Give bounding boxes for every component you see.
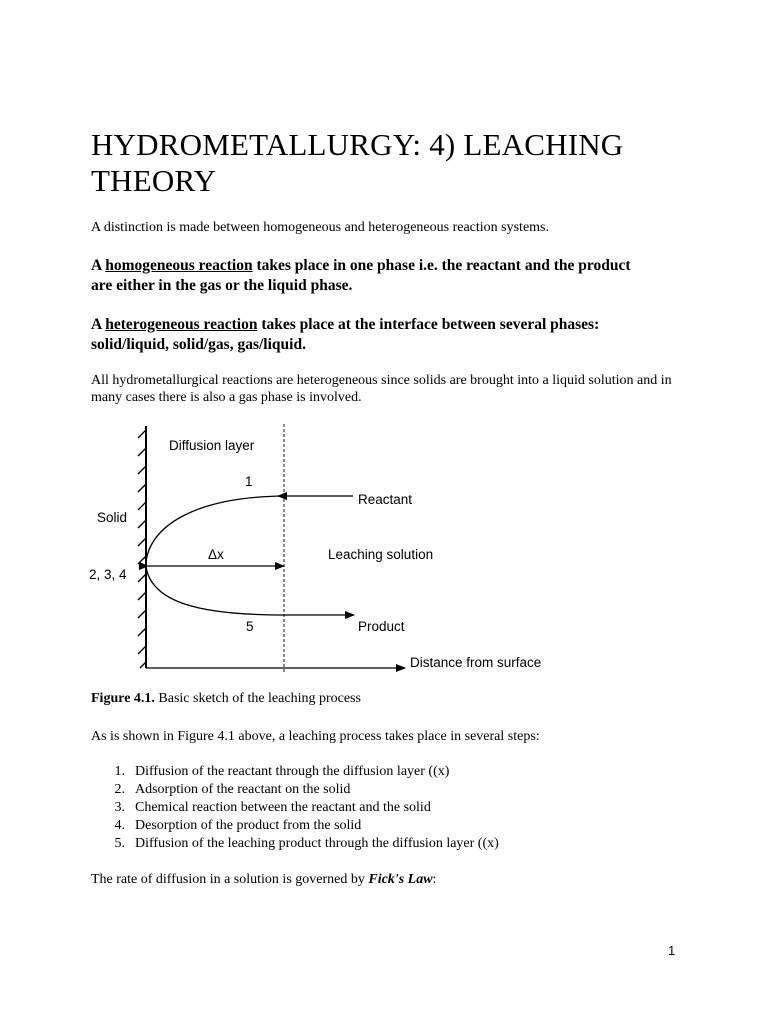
homogeneous-term: homogeneous reaction xyxy=(105,257,253,274)
page-number: 1 xyxy=(668,943,676,958)
heterogeneous-prefix: A xyxy=(91,316,106,333)
ficks-suffix: : xyxy=(432,872,437,887)
list-item-number: 1. xyxy=(114,764,125,779)
heterogeneous-term: heterogeneous reaction xyxy=(105,316,258,333)
list-item xyxy=(91,799,691,817)
list-item xyxy=(91,763,691,781)
label-steps-234: 2, 3, 4 xyxy=(89,567,127,582)
heterogeneous-definition xyxy=(91,315,651,355)
heterogeneous-rest: takes place at the interface between several phases: solid/liquid, solid/gas, gas/liquid. xyxy=(91,316,600,353)
label-reactant: Reactant xyxy=(358,492,413,507)
list-item-number: 3. xyxy=(114,800,125,815)
label-distance: Distance from surface xyxy=(410,655,542,670)
figure-caption xyxy=(91,690,361,707)
list-item xyxy=(91,835,691,853)
figure-caption-label: Figure 4.1. xyxy=(91,691,155,706)
list-item-number: 5. xyxy=(114,836,125,851)
homogeneous-prefix: A xyxy=(91,257,106,274)
list-item-text: Diffusion of the reactant through the diffusion layer ((x) xyxy=(135,764,450,779)
label-product: Product xyxy=(358,619,405,634)
intro-paragraph: A distinction is made between homogeneous and heterogeneous reaction systems. xyxy=(91,220,550,235)
label-leaching-solution: Leaching solution xyxy=(328,547,434,562)
product-curve xyxy=(146,567,284,615)
solid-wall-hatching xyxy=(138,430,146,668)
steps-intro: As is shown in Figure 4.1 above, a leaching process takes place in several steps: xyxy=(91,729,540,744)
figure-caption-text: Basic sketch of the leaching process xyxy=(154,691,361,706)
ficks-law-paragraph xyxy=(91,871,691,888)
label-step-5: 5 xyxy=(246,619,254,634)
label-diffusion-layer: Diffusion layer xyxy=(169,438,255,453)
label-delta-x: Δx xyxy=(208,547,224,562)
leaching-figure xyxy=(88,422,546,674)
list-item-text: Diffusion of the leaching product through the diffusion layer ((x) xyxy=(135,836,499,851)
steps-list xyxy=(91,763,691,853)
list-item-text: Desorption of the product from the solid xyxy=(135,818,362,833)
label-step-1: 1 xyxy=(245,474,253,489)
leaching-diagram xyxy=(88,422,546,674)
label-solid: Solid xyxy=(97,510,128,525)
homogeneous-rest: takes place in one phase i.e. the reactant and the product are either in the gas or the liquid phase. xyxy=(91,257,631,294)
homogeneous-definition xyxy=(91,256,651,296)
hydromet-paragraph: All hydrometallurgical reactions are heterogeneous since solids are brought into a liquid solution and in many cases there is also a gas phase is involved. xyxy=(91,373,672,405)
list-item-text: Adsorption of the reactant on the solid xyxy=(135,782,351,797)
list-item xyxy=(91,781,691,799)
list-item-number: 2. xyxy=(114,782,125,797)
page-title: HYDROMETALLURGY: 4) LEACHING THEORY xyxy=(91,127,624,198)
list-item-number: 4. xyxy=(114,818,125,833)
ficks-prefix: The rate of diffusion in a solution is governed by xyxy=(91,872,369,887)
list-item xyxy=(91,817,691,835)
list-item-text: Chemical reaction between the reactant and the solid xyxy=(135,800,431,815)
ficks-law-term: Fick's Law xyxy=(368,872,433,887)
